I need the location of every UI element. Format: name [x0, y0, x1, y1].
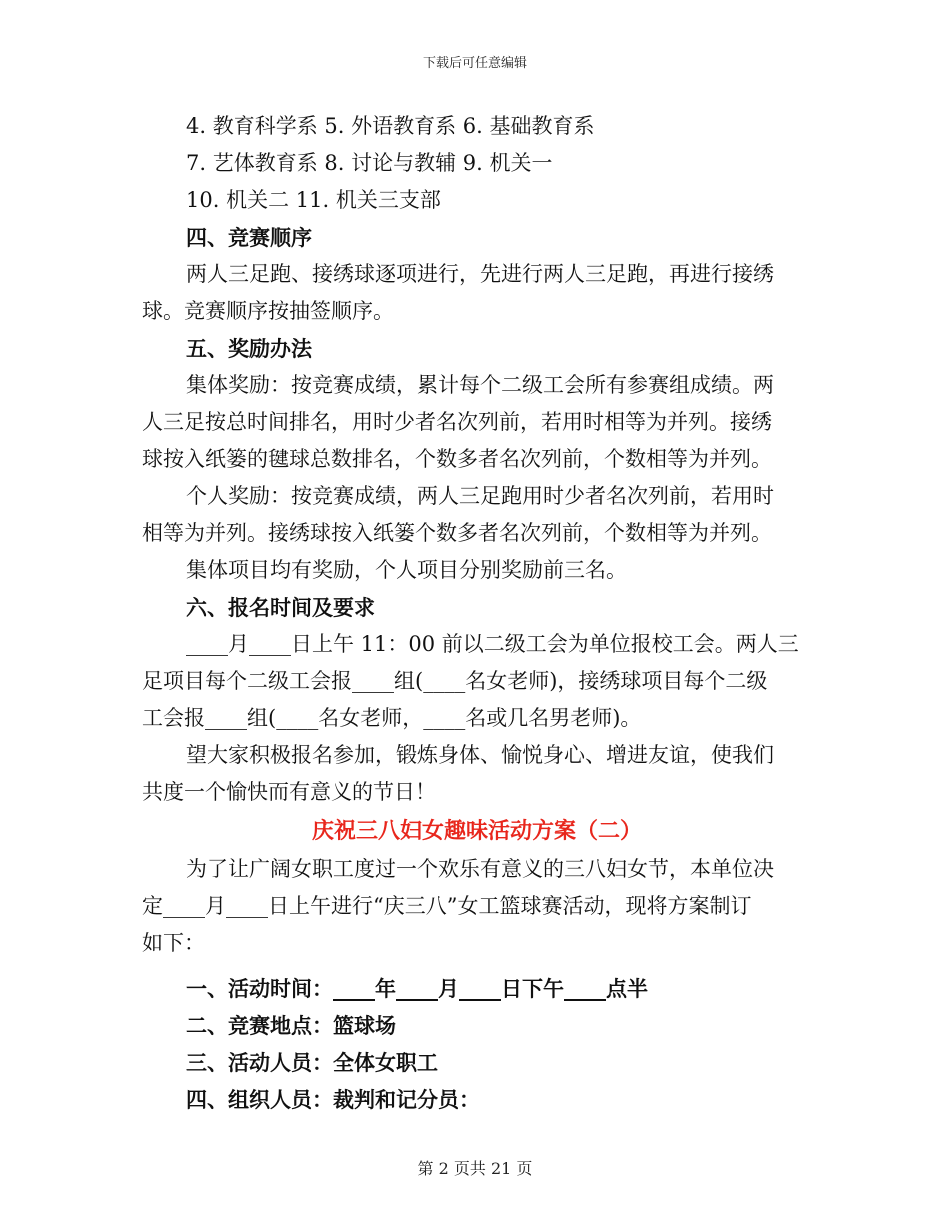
- paragraph-line: 球。竞赛顺序按抽签顺序。: [142, 299, 394, 323]
- paragraph-line: 人三足按总时间排名，用时少者名次列前，若用时相等为并列。接绣: [142, 410, 772, 434]
- section-heading: 二、竞赛地点：篮球场: [186, 1013, 396, 1038]
- paragraph-line: 球按入纸篓的毽球总数排名，个数多者名次列前，个数相等为并列。: [142, 447, 772, 471]
- paragraph-line: 望大家积极报名参加，锻炼身体、愉悦身心、增进友谊，使我们: [186, 743, 774, 767]
- document-title: 庆祝三八妇女趣味活动方案（二）: [311, 818, 642, 844]
- spacer: [142, 962, 812, 970]
- paragraph-line: 两人三足跑、接绣球逐项进行，先进行两人三足跑，再进行接绣: [186, 262, 774, 286]
- paragraph-line: 集体奖励：按竞赛成绩，累计每个二级工会所有参赛组成绩。两: [186, 373, 774, 397]
- section-heading: 六、报名时间及要求: [186, 595, 375, 620]
- section-heading: 五、奖励办法: [186, 336, 312, 361]
- paragraph-line: 工会报____组(____名女老师，____名或几名男老师)。: [142, 706, 642, 730]
- page-footer: 第 2 页共 21 页: [417, 1159, 533, 1178]
- paragraph-line: 共度一个愉快而有意义的节日！: [142, 780, 436, 804]
- dept-list-line: 7. 艺体教育系 8. 讨论与教辅 9. 机关一: [186, 151, 553, 175]
- document-body: [142, 108, 812, 1118]
- paragraph-line: 相等为并列。接绣球按入纸篓个数多者名次列前，个数相等为并列。: [142, 521, 772, 545]
- paragraph-line: 如下：: [142, 931, 205, 955]
- paragraph-line: 集体项目均有奖励，个人项目分别奖励前三名。: [186, 558, 627, 582]
- section-heading: 四、组织人员：裁判和记分员：: [186, 1087, 480, 1112]
- dept-list-line: 10. 机关二 11. 机关三支部: [186, 188, 441, 212]
- dept-list-line: 4. 教育科学系 5. 外语教育系 6. 基础教育系: [186, 114, 595, 138]
- paragraph-line: 定____月____日上午进行“庆三八”女工篮球赛活动，现将方案制订: [142, 894, 752, 918]
- section-heading: 三、活动人员：全体女职工: [186, 1050, 438, 1075]
- paragraph-line: 为了让广阔女职工度过一个欢乐有意义的三八妇女节，本单位决: [186, 857, 774, 881]
- paragraph-line: 足项目每个二级工会报____组(____名女老师)，接绣球项目每个二级: [142, 669, 768, 693]
- page-header: 下载后可任意编辑: [422, 56, 527, 71]
- section-heading: 一、活动时间：____年____月____日下午____点半: [186, 976, 648, 1001]
- paragraph-line: 个人奖励：按竞赛成绩，两人三足跑用时少者名次列前，若用时: [186, 484, 774, 508]
- section-heading: 四、竞赛顺序: [186, 225, 312, 250]
- paragraph-line: ____月____日上午 11：00 前以二级工会为单位报校工会。两人三: [186, 632, 799, 656]
